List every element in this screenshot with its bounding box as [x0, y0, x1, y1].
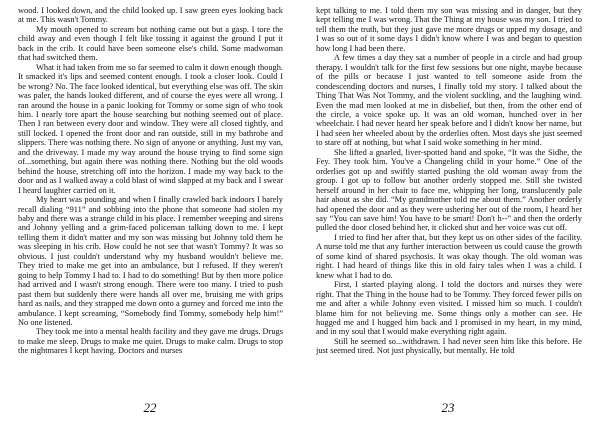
left-page-text	[18, 6, 283, 390]
paragraph: Still he seemed so...withdrawn. I had never seen him like this before. He just seemed tired. Not just physically, but mentally. He told	[316, 336, 582, 356]
paragraph: A few times a day they sat a number of people in a circle and had group therapy. I wouldn't talk for the first few sessions but one night, maybe because of the pills or because I just wanted to tell someone aside from the condescending doctors and nurses, I finally told my story. I talked about the Thing That Was Not Tommy, and the violent suckling, and the laughing wind. Even the mad men looked at me in disbelief, but then, from the other end of the circle, a voice spoke up. It was an old woman, hunched over in her wheelchair. I had never heard her speak before and I didn't know her name, but I had seen her wheeled about by the orderlies often. Most days she just seemed to stare off at nothing, but what I said woke something in her mind.	[316, 53, 582, 148]
paragraph: What it had taken from me so far seemed to calm it down enough though. It smacked it's lips and seemed content enough. I took a closer look. Could I be wrong? No. The face looked identical, but everything else was off. The skin was paler, the hands looked different, and of course the eyes were all wrong. I ran around the house in a panic looking for Tommy or some sign of who took him. I nearly tore apart the house searching but nothing seemed out of place. Then I ran between every door and window. They were all closed tightly, and still locked. I opened the front door and ran outside, still in my bathrobe and slippers. There was nothing there. No sign of anyone or anything. Just my van, and the driveway. I made my way around the house trying to find some sign of...something, but again there was nothing there. Nothing but the old woods behind the house, stretching off into the horizon. I made my way back to the door and as I walked away a cold blast of wind slapped at my back and I swear I heard laughter carried on it.	[18, 62, 283, 195]
paragraph: kept talking to me. I told them my son was missing and in danger, but they kept telling me I was wrong. That the Thing at my house was my son. I tried to tell them the truth, but they just gave me more drugs or upped my dosage, and I was so out of it some days I didn't know where I was and began to question how long I had been there.	[316, 6, 582, 53]
paragraph: First, I started playing along. I told the doctors and nurses they were right. That the Thing in the house had to be Tommy. They forced fewer pills on me and after a while Johnny even visited. I missed him so much. I couldn't blame him for not believing me. Some things only a mother can see. He hugged me and I hugged him back and I promised in my heart, in my mind, and in my soul that I would make everything right again.	[316, 280, 582, 337]
paragraph: She lifted a gnarled, liver-spotted hand and spoke, “It was the Sidhe, the Fey. They took him. You've a Changeling child in your home.” One of the orderlies got up and swiftly started pushing the old woman away from the group. I got up to follow but another orderly stopped me. Still she twisted herself around in her chair to face me, whipping her long, translucently pale hair about as she did. “My grandmother told me about them.” Another orderly had opened the door and as they were ushering her out of the room, I heard her say “You can save him! You have to be smart! Don't h--” and then the orderly pulled the door closed behind her, it clicked shut and her voice was cut off.	[316, 147, 582, 233]
paragraph: wood. I looked down, and the child looked up. I saw green eyes looking back at me. This wasn't Tommy.	[18, 6, 283, 25]
paragraph: They took me into a mental health facility and they gave me drugs. Drugs to make me sleep. Drugs to make me quiet. Drugs to make calm. Drugs to stop the nightmares I kept having. Doctors and nurses	[18, 327, 283, 356]
paragraph: My mouth opened to scream but nothing came out but a gasp. I tore the child away and even though I felt like tossing it against the ground I put it back in the crib. It could have been someone else's child. Some madwoman that had switched them.	[18, 24, 283, 63]
paragraph: My heart was pounding and when I finally crawled back indoors I barely recall dialing “911” and sobbing into the phone that someone had stolen my baby and there was a strange child in his place. I remember weeping and sirens and Johnny yelling and a grim-faced policeman talking down to me. I kept telling them it didn't matter and my son was missing but Johnny told them he was sleeping in his crib. How could he not see that wasn't Tommy? It was so obvious. I just couldn't understand why my husband wouldn't believe me. They tried to make me get into an ambulance, but I refused. If they weren't going to help Tommy I had to. I had to do something! But by then more police had arrived and I wasn't strong enough. There were too many. I tried to push past them but suddenly there were hands all over me, bruising me with grips hard as nails, and they strapped me down onto a gurney and forced me into the ambulance. I kept screaming, “Somebody find Tommy, somebody help him!” No one listened.	[18, 195, 283, 327]
page-number: 22	[143, 400, 157, 415]
page-number: 23	[441, 400, 455, 415]
paragraph: I tried to find her after that, but they kept us on other sides of the facility. A nurse told me that any further interaction between us could cause the growth of some kind of shared psychosis. It was okay though. The old woman was right. I had heard of things like this in old fairy tales when I was a child. I knew what I had to do.	[316, 232, 582, 280]
right-page-text	[316, 6, 582, 390]
right-page	[300, 0, 600, 424]
